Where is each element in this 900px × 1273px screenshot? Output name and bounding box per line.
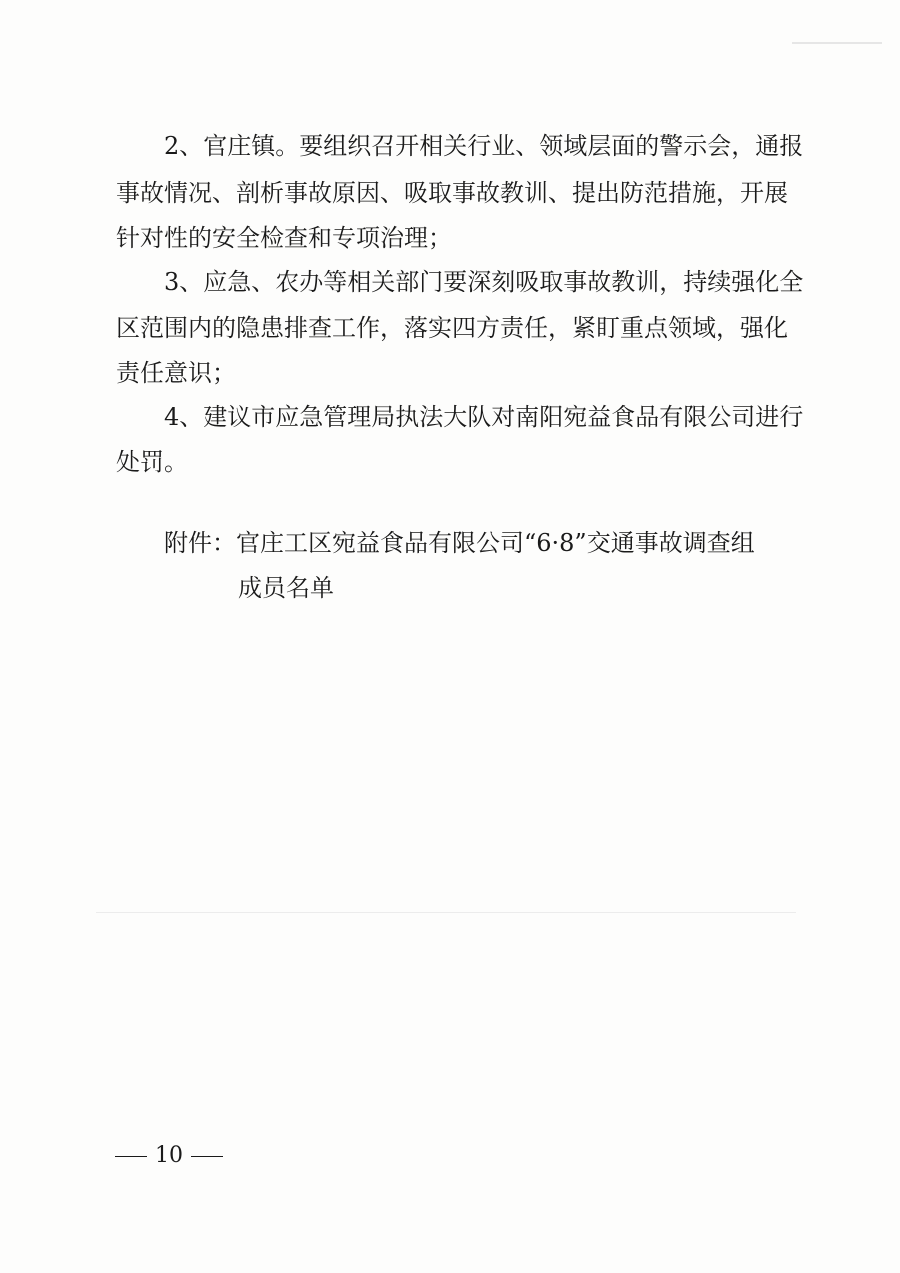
paragraph-3-line-1: 3、应急、农办等相关部门要深刻吸取事故教训，持续强化全 xyxy=(164,268,804,296)
attachment-line-1: 附件：官庄工区宛益食品有限公司“6·8”交通事故调查组 xyxy=(164,529,755,557)
paragraph-3-line-2: 区范围内的隐患排查工作，落实四方责任，紧盯重点领域，强化 xyxy=(116,314,788,342)
paragraph-2-line-2: 事故情况、剖析事故原因、吸取事故教训、提出防范措施，开展 xyxy=(116,179,788,207)
paragraph-4-line-2: 处罚。 xyxy=(116,448,188,476)
paragraph-2-line-1: 2、官庄镇。要组织召开相关行业、领域层面的警示会，通报 xyxy=(164,132,804,160)
page-number xyxy=(115,1143,223,1168)
paragraph-2-line-3: 针对性的安全检查和专项治理； xyxy=(116,224,452,252)
page-number-right-dash xyxy=(191,1156,223,1157)
paragraph-3-line-3: 责任意识； xyxy=(116,359,236,387)
page-number-value: 10 xyxy=(155,1143,183,1168)
page-number-left-dash xyxy=(115,1156,147,1157)
bleed-through-rule xyxy=(96,912,796,913)
attachment-line-2: 成员名单 xyxy=(238,574,334,602)
paragraph-4-line-1: 4、建议市应急管理局执法大队对南阳宛益食品有限公司进行 xyxy=(164,403,804,431)
scan-edge-mark xyxy=(792,42,882,44)
